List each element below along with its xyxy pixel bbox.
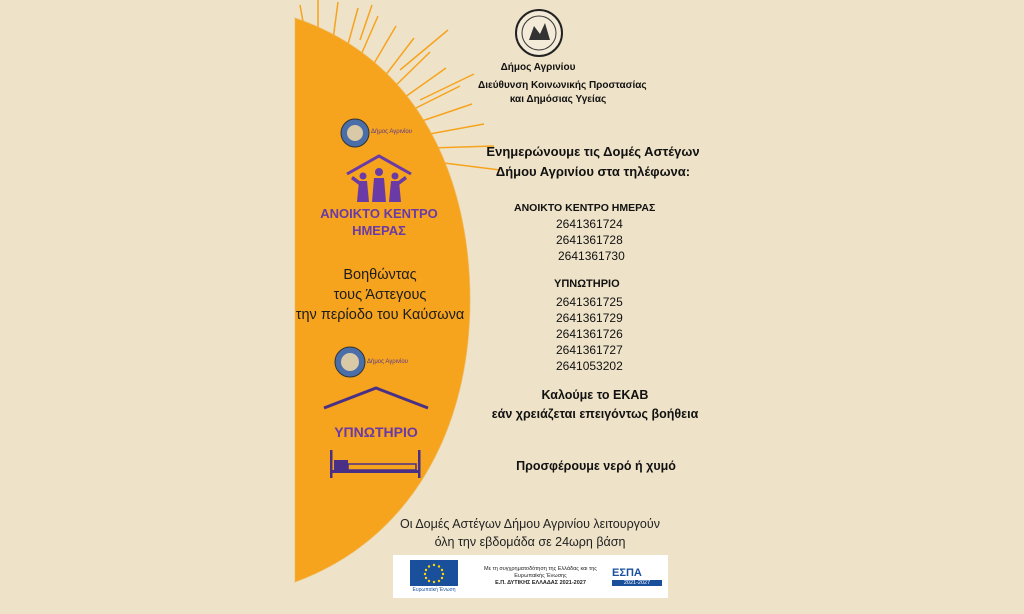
small-logo-2 (334, 346, 408, 380)
tagline-line1: Βοηθώντας (343, 267, 417, 283)
eu-label: Ευρωπαϊκή Ένωση (412, 587, 456, 593)
tagline-line2: τους Άστεγους (333, 287, 427, 303)
espa-logo (612, 560, 662, 594)
eu-flag-icon (410, 560, 458, 586)
header-department-line1: Διεύθυνση Κοινωνικής Προστασίας (478, 80, 647, 91)
phone-number[interactable]: 2641361729 (556, 311, 623, 325)
center2-phone-list (556, 294, 623, 374)
seal-icon (340, 118, 370, 148)
bed-icon (326, 448, 426, 480)
phone-number[interactable]: 2641053202 (556, 359, 623, 373)
header-department-line2: και Δημόσιας Υγείας (509, 94, 607, 105)
cofunding-text (475, 566, 606, 587)
cofund-line2: Ευρωπαϊκής Ένωσης (514, 573, 567, 579)
eu-flag-block (399, 560, 469, 594)
phone-number[interactable]: 2641361727 (556, 343, 623, 357)
phone-number[interactable]: 2641361730 (558, 249, 625, 263)
seal-icon (334, 346, 366, 378)
tagline-line3: την περίοδο του Καύσωνα (295, 307, 465, 323)
intro-line2: Δήμου Αγρινίου στα τηλέφωνα: (495, 164, 691, 179)
phone-number[interactable]: 2641361725 (556, 295, 623, 309)
center1-name-line1: ΑΝΟΙΚΤΟ ΚΕΝΤΡΟ (320, 206, 438, 221)
small-logo-2-text: Δήμος Αγρινίου (367, 359, 408, 365)
center2-name: ΥΠΝΩΤΗΡΙΟ (334, 424, 418, 440)
center1-phone-list (556, 216, 625, 264)
center2-phones-title: ΥΠΝΩΤΗΡΙΟ (554, 278, 620, 290)
center1-name-line2: ΗΜΕΡΑΣ (352, 223, 406, 238)
program-name: Ε.Π. ΔΥΤΙΚΗΣ ΕΛΛΑΔΑΣ 2021-2027 (495, 580, 586, 586)
phone-number[interactable]: 2641361726 (556, 327, 623, 341)
house-people-icon (343, 152, 415, 204)
ekab-line2: εάν χρειάζεται επειγόντως βοήθεια (491, 407, 699, 421)
small-logo-1 (340, 118, 412, 150)
center1-phones-title: ΑΝΟΙΚΤΟ ΚΕΝΤΡΟ ΗΜΕΡΑΣ (514, 202, 656, 214)
header-municipality: Δήμος Αγρινίου (500, 62, 576, 73)
offer-text: Προσφέρουμε νερό ή χυμό (516, 459, 676, 473)
phone-number[interactable]: 2641361728 (556, 233, 623, 247)
espa-years: 2021-2027 (612, 580, 662, 586)
eu-funding-bar (393, 555, 668, 598)
phone-number[interactable]: 2641361724 (556, 217, 623, 231)
small-logo-1-text: Δήμος Αγρινίου (371, 129, 412, 135)
footer-line1: Οι Δομές Αστέγων Δήμου Αγρινίου λειτουργούν (400, 517, 660, 531)
intro-line1: Ενημερώνουμε τις Δομές Αστέγων (486, 144, 700, 159)
roof-icon (320, 384, 432, 412)
municipality-seal-logo (514, 8, 564, 58)
ekab-line1: Καλούμε το ΕΚΑΒ (541, 388, 649, 402)
cofund-line1: Με τη συγχρηματοδότηση της Ελλάδας και της (484, 566, 597, 572)
espa-title: ΕΣΠΑ (612, 567, 642, 579)
footer-line2: όλη την εβδομάδα σε 24ωρη βάση (434, 535, 626, 549)
